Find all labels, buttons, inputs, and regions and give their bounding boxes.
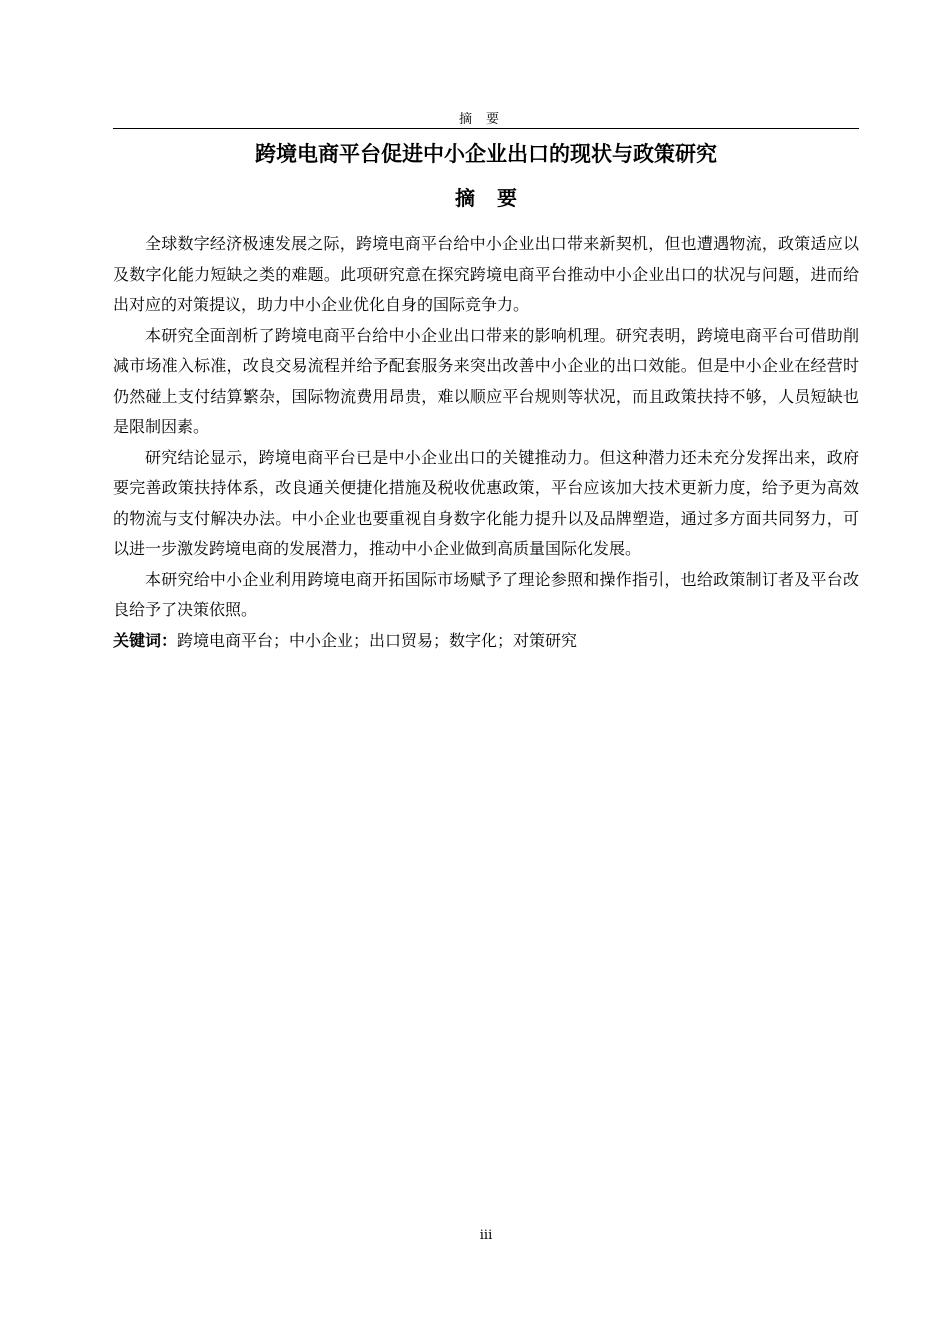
keywords-text: 跨境电商平台；中小企业；出口贸易；数字化；对策研究: [177, 630, 578, 650]
abstract-heading: 摘要: [455, 186, 539, 210]
keywords-line: [113, 626, 859, 657]
abstract-body: [113, 229, 859, 656]
page-number: iii: [479, 1228, 493, 1243]
abstract-paragraph-3: 研究结论显示，跨境电商平台已是中小企业出口的关键推动力。但这种潜力还未充分发挥出来，政府要完善政策扶持体系，改良通关便捷化措施及税收优惠政策，平台应该加大技术更新力度，给予更为高效的物流与支付解决办法。中小企业也要重视自身数字化能力提升以及品牌塑造，通过多方面共同努力，可以进一步激发跨境电商的发展潜力，推动中小企业做到高质量国际化发展。: [113, 447, 859, 558]
abstract-paragraph-4: 本研究给中小企业利用跨境电商开拓国际市场赋予了理论参照和操作指引，也给政策制订者及平台改良给予了决策依照。: [113, 569, 859, 619]
keywords-label: 关键词：: [113, 630, 178, 650]
abstract-paragraph-1: 全球数字经济极速发展之际，跨境电商平台给中小企业出口带来新契机，但也遭遇物流，政策适应以及数字化能力短缺之类的难题。此项研究意在探究跨境电商平台推动中小企业出口的状况与问题，进而给出对应的对策提议，助力中小企业优化自身的国际竞争力。: [113, 234, 859, 314]
running-header: 摘要: [458, 112, 513, 127]
header-rule: [113, 128, 859, 129]
document-title: 跨境电商平台促进中小企业出口的现状与政策研究: [255, 142, 717, 166]
abstract-paragraph-2: 本研究全面剖析了跨境电商平台给中小企业出口带来的影响机理。研究表明，跨境电商平台可借助削减市场准入标准，改良交易流程并给予配套服务来突出改善中小企业的出口效能。但是中小企业在经营时仍然碰上支付结算繁杂，国际物流费用昂贵，难以顺应平台规则等状况，而且政策扶持不够，人员短缺也是限制因素。: [113, 325, 859, 436]
